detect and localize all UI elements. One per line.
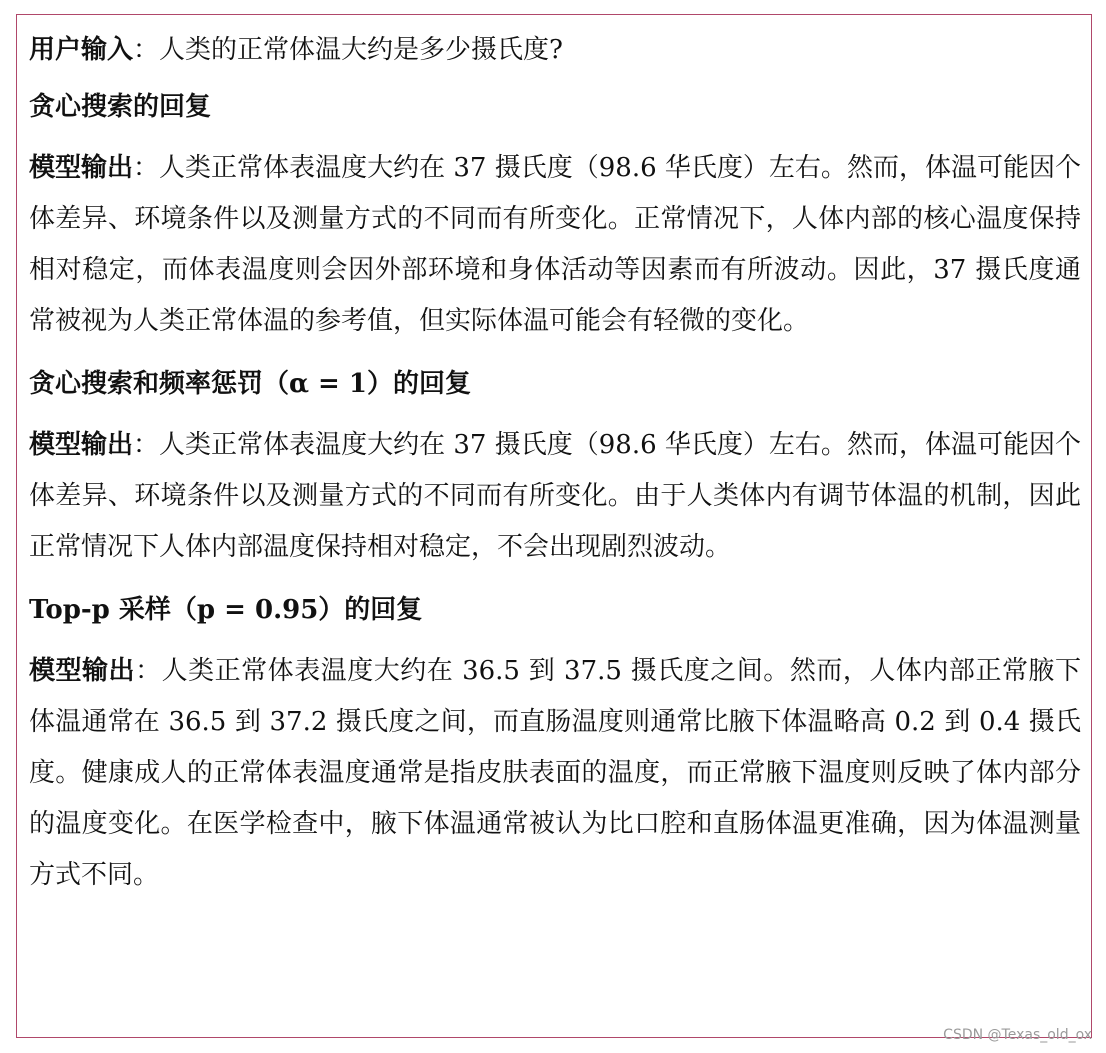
output-label: 模型输出 [29,656,136,686]
document-body [29,25,1081,913]
watermark: CSDN @Texas_old_ox [943,1027,1092,1043]
section-heading-frequency-penalty: 贪心搜索和频率惩罚（α = 1）的回复 [29,369,471,399]
section-heading-greedy: 贪心搜索的回复 [29,92,212,122]
user-query-label: 用户输入 [29,35,134,65]
output-text: 人类正常体表温度大约在 37 摄氏度（98.6 华氏度）左右。然而，体温可能因个体差异、环境条件以及测量方式的不同而有所变化。由于人类体内有调节体温的机制，因此正常情况下人体内部温度保持相对稳定，不会出现剧烈波动。 [29,430,1081,562]
model-output-top-p [29,646,1081,901]
output-separator: ： [133,153,160,183]
model-output-frequency-penalty [29,420,1081,573]
section-heading-top-p: Top-p 采样（p = 0.95）的回复 [29,595,423,625]
output-text: 人类正常体表温度大约在 36.5 到 37.5 摄氏度之间。然而，人体内部正常腋下体温通常在 36.5 到 37.2 摄氏度之间，而直肠温度则通常比腋下体温略高 0.2 到 0.4 摄氏度。健康成人的正常体表温度通常是指皮肤表面的温度，而正常腋下温度则反映了体内部分的温度变化。在医学检查中，腋下体温通常被认为比口腔和直肠体温更准确，因为体温测量方式不同。 [29,656,1081,890]
output-label: 模型输出 [29,430,134,460]
user-query [29,25,1081,76]
content-frame [16,14,1092,1038]
output-label: 模型输出 [29,153,134,183]
model-output-greedy [29,143,1081,347]
user-query-separator: ： [133,35,160,65]
output-text: 人类正常体表温度大约在 37 摄氏度（98.6 华氏度）左右。然而，体温可能因个体差异、环境条件以及测量方式的不同而有所变化。正常情况下，人体内部的核心温度保持相对稳定，而体表温度则会因外部环境和身体活动等因素而有所波动。因此，37 摄氏度通常被视为人类正常体温的参考值，但实际体温可能会有轻微的变化。 [29,153,1081,336]
output-separator: ： [135,656,162,686]
output-separator: ： [133,430,160,460]
user-query-text: 人类的正常体温大约是多少摄氏度? [159,35,563,65]
